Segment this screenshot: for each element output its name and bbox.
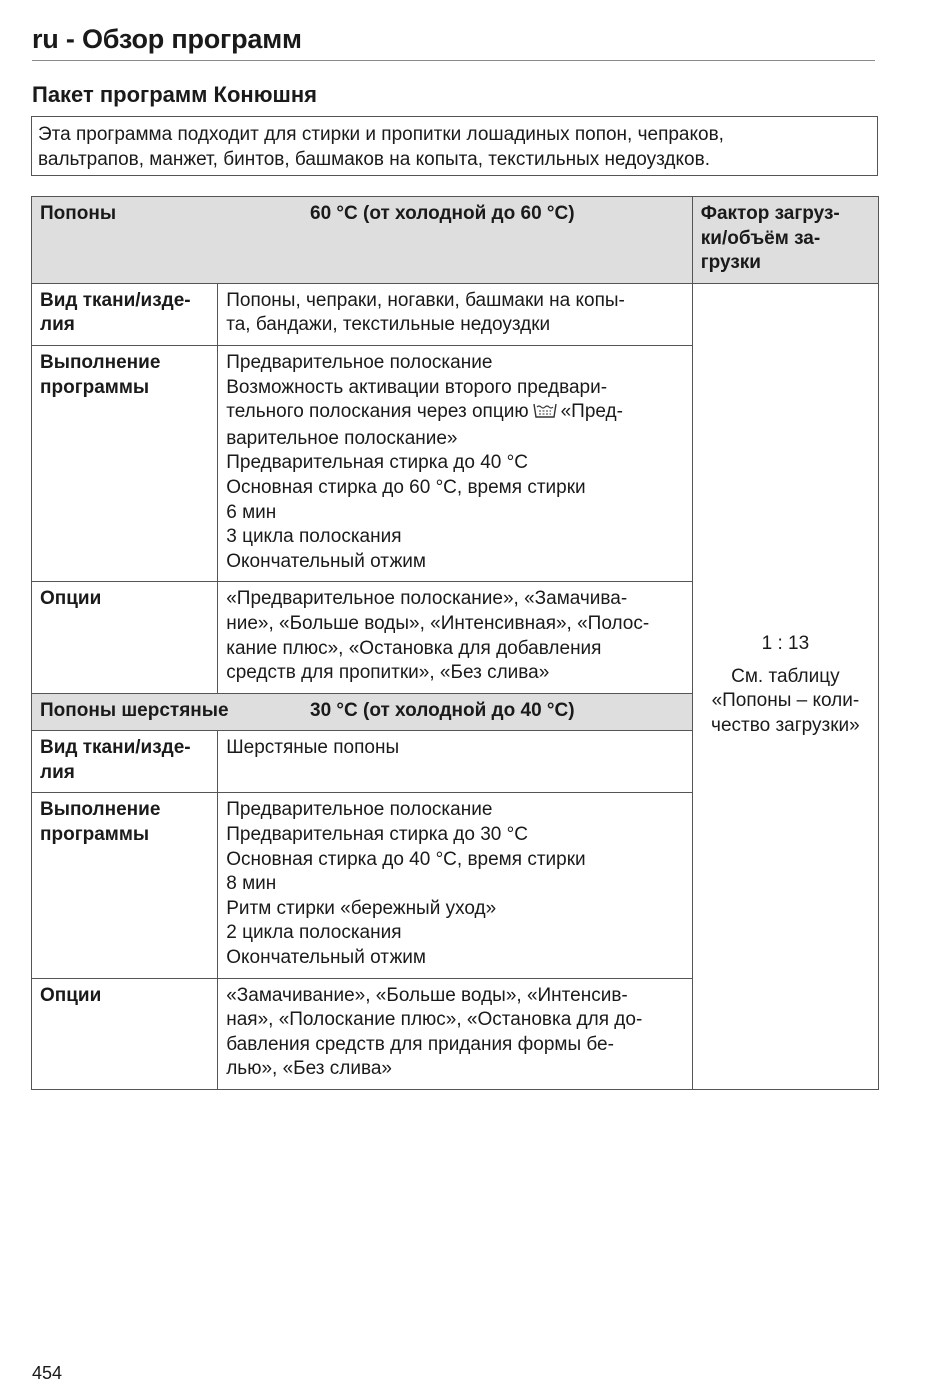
factor-header-line: Фактор загруз-	[700, 203, 840, 224]
row-value-line: Шерстяные попоны	[226, 737, 400, 759]
page-header	[32, 22, 875, 61]
row-value-line: Окончательный отжим	[226, 550, 426, 572]
row-value-line: Основная стирка до 40 °C, время стирки	[226, 848, 586, 870]
row-label	[32, 978, 218, 1089]
row-value-line: средств для пропитки», «Без слива»	[226, 662, 550, 684]
row-label	[32, 345, 218, 581]
row-value-line: 2 цикла полоскания	[226, 922, 402, 944]
table-row	[32, 283, 879, 345]
load-factor-cell	[692, 283, 878, 1089]
row-label-line: Выполнение	[40, 351, 161, 373]
load-note-line: чество загрузки»	[711, 714, 860, 736]
row-value	[218, 582, 693, 693]
row-value-line: ная», «Полоскание плюс», «Остановка для до-	[226, 1009, 643, 1031]
factor-header-line: ки/объём за-	[700, 227, 821, 249]
intro-box	[31, 116, 878, 176]
load-note-line: См. таблицу	[731, 665, 840, 687]
program-table	[31, 196, 879, 1090]
row-value-line: «Замачивание», «Больше воды», «Интенсив-	[226, 984, 628, 1006]
row-label-line: программы	[40, 824, 150, 846]
page-number: 454	[32, 1363, 63, 1383]
row-label-line: Вид ткани/изде-	[40, 737, 191, 759]
row-value-line: Основная стирка до 60 °C, время стирки	[226, 476, 586, 498]
section-title: Пакет программ Конюшня	[32, 82, 317, 107]
row-value-line: Ритм стирки «бережный уход»	[226, 897, 497, 919]
row-value-line: лью», «Без слива»	[226, 1058, 392, 1080]
row-value	[218, 978, 693, 1089]
row-value-line: ние», «Больше воды», «Интенсивная», «Полос-	[226, 612, 650, 634]
row-label-line: лия	[40, 761, 75, 783]
row-value-line: Попоны, чепраки, ногавки, башмаки на копы-	[226, 289, 625, 311]
factor-header	[692, 197, 878, 284]
program-temperature: 30 °C (от холодной до 40 °C)	[310, 699, 575, 721]
row-label	[32, 793, 218, 978]
row-value	[218, 283, 693, 345]
intro-text	[38, 122, 871, 172]
factor-header-line: грузки	[700, 252, 761, 274]
row-value-line: варительное полоскание»	[226, 427, 458, 449]
row-label-line: лия	[40, 314, 75, 336]
load-note-line: «Попоны – коли-	[711, 690, 860, 712]
row-value-line: «Предварительное полоскание», «Замачива-	[226, 588, 628, 610]
program-name: Попоны	[40, 203, 117, 224]
row-label-line: Опции	[40, 588, 102, 610]
row-value-line: Предварительная стирка до 40 °C	[226, 452, 528, 474]
intro-line: Эта программа подходит для стирки и пропитки лошадиных попон, чепраков,	[38, 124, 724, 145]
row-value-line: 3 цикла полоскания	[226, 526, 402, 548]
row-label	[32, 731, 218, 793]
row-value	[218, 731, 693, 793]
row-value-line: та, бандажи, текстильные недоуздки	[226, 314, 551, 336]
program-header-cell	[32, 693, 693, 731]
row-label-line: Вид ткани/изде-	[40, 289, 191, 311]
row-label	[32, 283, 218, 345]
row-value-line: Предварительное полоскание	[226, 799, 493, 821]
row-value-line: Возможность активации второго предвари-	[226, 376, 608, 398]
program-name: Попоны шерстяные	[40, 699, 229, 721]
program-header-cell	[32, 197, 693, 284]
row-value-line-with-icon	[226, 400, 684, 427]
row-value-text: «Пред-	[560, 401, 623, 423]
row-value-line: 8 мин	[226, 873, 277, 895]
intro-line: вальтрапов, манжет, бинтов, башмаков на копыта, текстильных недоуздков.	[38, 149, 710, 170]
prewash-rinse-option-icon	[532, 401, 558, 427]
row-value-line: Предварительное полоскание	[226, 351, 493, 373]
row-value-line: 6 мин	[226, 501, 277, 523]
row-value-text: тельного полоскания через опцию	[226, 401, 529, 423]
row-value	[218, 793, 693, 978]
row-value-line: Предварительная стирка до 30 °C	[226, 824, 528, 846]
row-label-line: программы	[40, 376, 150, 398]
row-label	[32, 582, 218, 693]
row-value-line: кание плюс», «Остановка для добавления	[226, 637, 602, 659]
row-value-line: бавления средств для придания формы бе-	[226, 1033, 614, 1055]
load-ratio: 1 : 13	[761, 633, 810, 655]
page-title: ru - Обзор программ	[32, 24, 302, 54]
row-label-line: Опции	[40, 984, 102, 1006]
row-label-line: Выполнение	[40, 799, 161, 821]
row-value	[218, 345, 693, 581]
program-header-row	[32, 197, 879, 284]
row-value-line: Окончательный отжим	[226, 947, 426, 969]
program-temperature: 60 °C (от холодной до 60 °C)	[310, 203, 575, 224]
